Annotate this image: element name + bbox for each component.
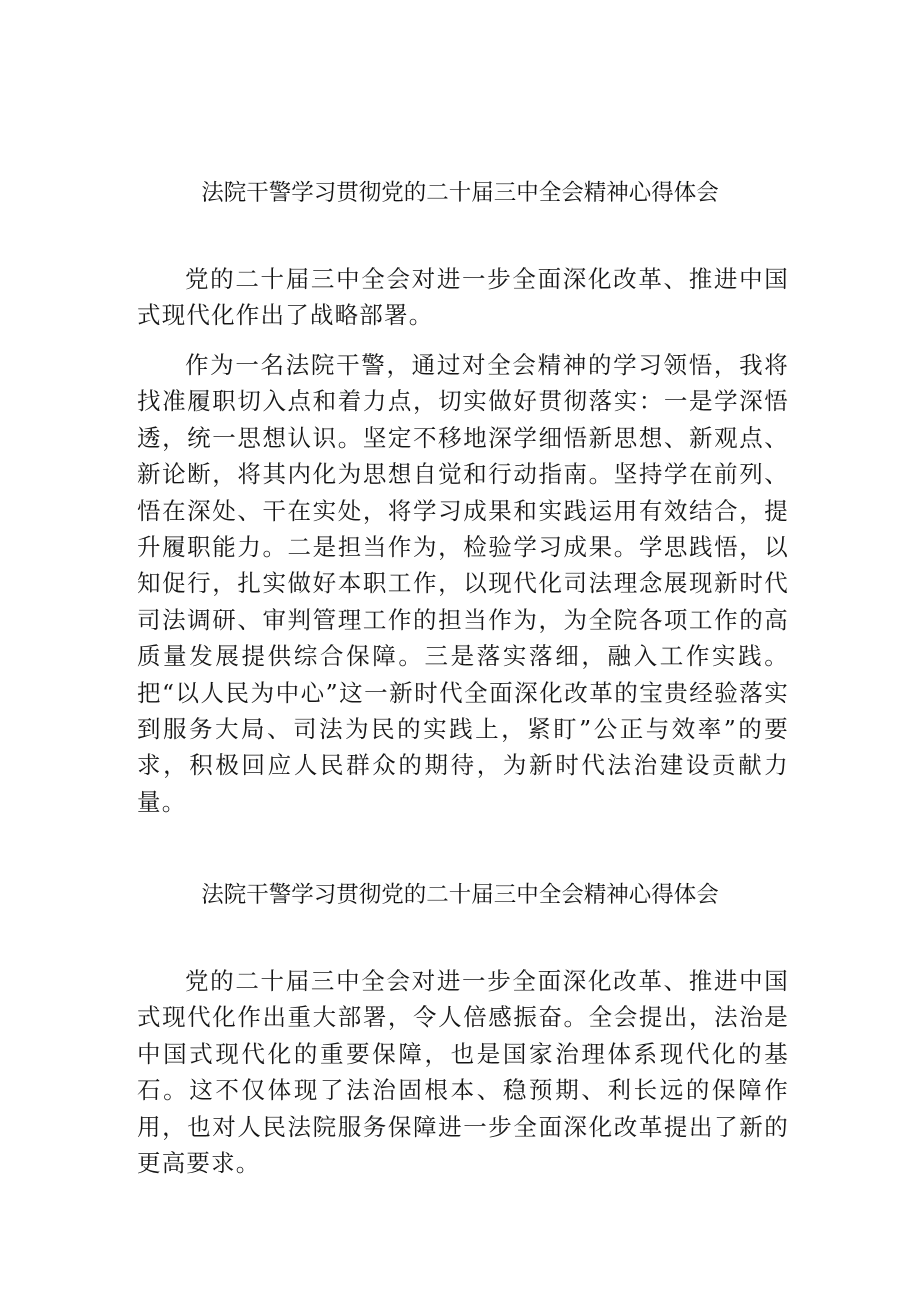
body-paragraph: 党的二十届三中全会对进一步全面深化改革、推进中国式现代化作出了战略部署。 xyxy=(137,265,789,330)
section-title: 法院干警学习贯彻党的二十届三中全会精神心得体会 xyxy=(201,882,719,908)
body-paragraph: 作为一名法院干警，通过对全会精神的学习领悟，我将找准履职切入点和着力点，切实做好贯彻落实：一是学深悟透，统一思想认识。坚定不移地深学细悟新思想、新观点、新论断，将其内化为思想自觉和行动指南。坚持学在前列、悟在深处、干在实处，将学习成果和实践运用有效结合，提升履职能力。二是担当作为，检验学习成果。学思践悟，以知促行，扎实做好本职工作，以现代化司法理念展现新时代司法调研、审判管理工作的担当作为，为全院各项工作的高质量发展提供综合保障。三是落实落细，融入工作实践。把“以人民为中心”这一新时代全面深化改革的宝贵经验落实到服务大局、司法为民的实践上，紧盯”公正与效率”的要求，积极回应人民群众的期待，为新时代法治建设贡献力量。 xyxy=(137,351,789,816)
section-title: 法院干警学习贯彻党的二十届三中全会精神心得体会 xyxy=(201,180,719,206)
body-paragraph: 党的二十届三中全会对进一步全面深化改革、推进中国式现代化作出重大部署，令人倍感振奋。全会提出，法治是中国式现代化的重要保障，也是国家治理体系现代化的基石。这不仅体现了法治固根本、稳预期、利长远的保障作用，也对人民法院服务保障进一步全面深化改革提出了新的更高要求。 xyxy=(137,967,789,1178)
